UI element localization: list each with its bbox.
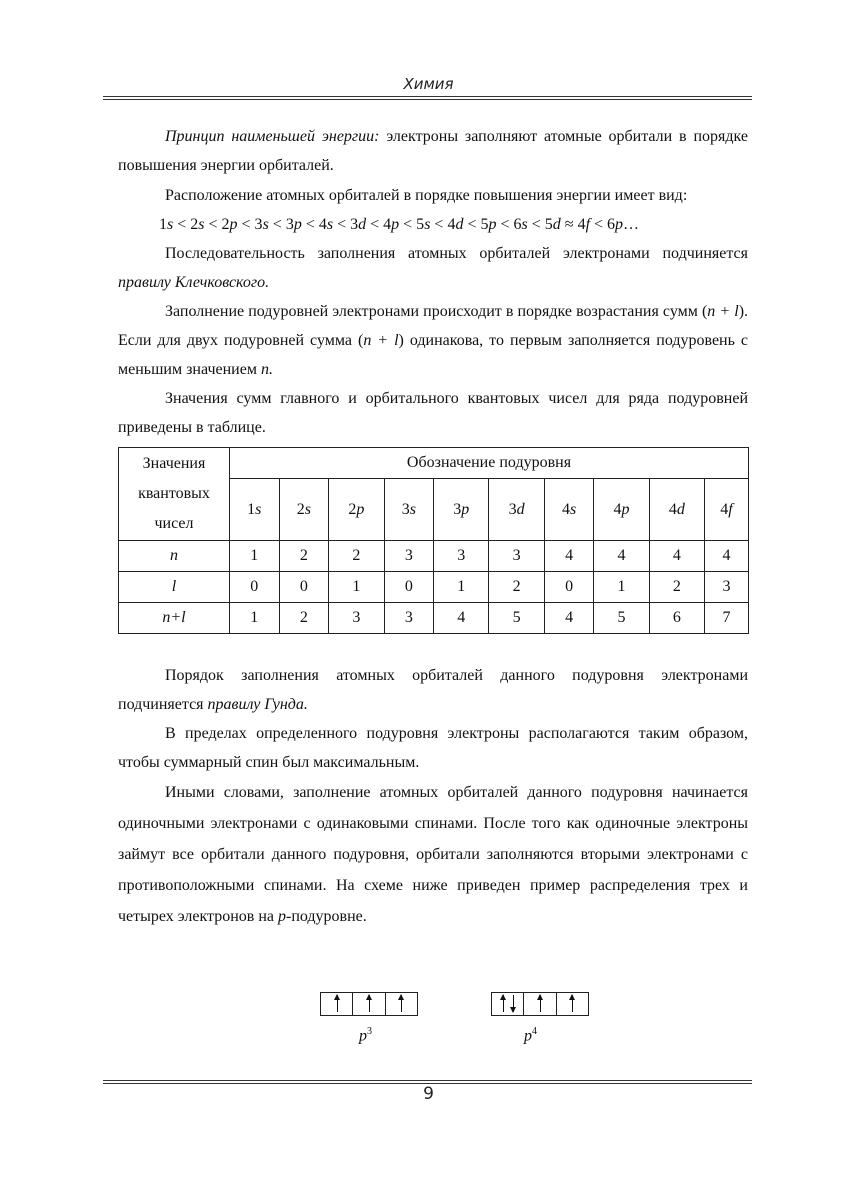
table-cell: 4 <box>594 541 649 572</box>
header-rule <box>103 96 752 97</box>
table-corner-label: Значения квантовых чисел <box>119 448 230 541</box>
paragraph-8-p: p <box>277 908 286 925</box>
spin-up-arrow-icon <box>401 995 402 1012</box>
sublevel-letter: f <box>728 500 733 518</box>
table-cell: 1 <box>594 572 649 603</box>
paragraph-3-text: Последовательность заполнения атомных орбиталей электронами подчиняется <box>165 245 748 262</box>
orbital-box-p3 <box>320 992 418 1016</box>
page-body <box>118 122 748 932</box>
orbital-box-p4 <box>491 992 589 1016</box>
table-cell: 2 <box>279 603 329 634</box>
label-p3-sup: 3 <box>367 1026 372 1037</box>
table-cell: 1 <box>230 541 280 572</box>
paragraph-8 <box>118 777 748 932</box>
table-group-header: Обозначение подуровня <box>230 448 749 479</box>
paragraph-7: В пределах определенного подуровня электроны располагаются таким образом, чтобы суммарный спин был максимальным. <box>118 725 748 771</box>
paragraph-5: Значения сумм главного и орбитального квантовых чисел для ряда подуровней приведены в таблице. <box>118 390 748 436</box>
table-cell: 0 <box>279 572 329 603</box>
table-cell: 1 <box>434 572 489 603</box>
paragraph-2: Расположение атомных орбиталей в порядке повышения энергии имеет вид: <box>165 187 688 204</box>
sublevel-header-cell <box>329 479 384 541</box>
sublevel-header-cell <box>230 479 280 541</box>
page-number: 9 <box>423 1084 434 1104</box>
paragraph-1-text: электроны заполняют атомные орбитали в порядке повышения энергии орбиталей. <box>118 128 748 174</box>
table-cell: 4 <box>434 603 489 634</box>
spin-up-arrow-icon <box>369 995 370 1012</box>
table-cell: 2 <box>279 541 329 572</box>
table-cell: 3 <box>384 603 434 634</box>
footer-rule <box>103 1080 752 1081</box>
row-label: n <box>119 541 230 572</box>
table-cell: 3 <box>489 541 544 572</box>
table-cell: 7 <box>705 603 749 634</box>
sublevel-number: 2 <box>348 500 357 518</box>
table-cell: 4 <box>544 603 594 634</box>
table-cell: 3 <box>434 541 489 572</box>
header-rule-2 <box>103 99 752 100</box>
sublevel-number: 4 <box>668 500 677 518</box>
table-cell: 3 <box>705 572 749 603</box>
label-p4 <box>524 1026 537 1045</box>
sublevel-number: 4 <box>561 500 570 518</box>
orbital-cell <box>492 993 524 1015</box>
spin-up-arrow-icon <box>503 995 504 1012</box>
table-cell: 4 <box>544 541 594 572</box>
sublevel-header-cell <box>489 479 544 541</box>
sublevel-header-cell <box>705 479 749 541</box>
paragraph-8-text: Иными словами, заполнение атомных орбиталей данного подуровня начинается одиночными электронами с одинаковыми спинами. После того как одиночные электроны займут все орбитали данного подуровня, орбитали заполняются вторыми электронами с противоположными спинами. На схеме ниже приведен пример распределения трех и четырех электронов на <box>118 784 748 925</box>
sublevel-number: 1 <box>247 500 256 518</box>
table-cell: 0 <box>544 572 594 603</box>
label-p3 <box>359 1026 372 1045</box>
sublevel-number: 2 <box>296 500 305 518</box>
sublevel-letter: s <box>304 500 311 518</box>
p4-b: n + l <box>707 303 739 320</box>
sublevel-letter: d <box>676 500 685 518</box>
table-cell: 0 <box>384 572 434 603</box>
sublevel-letter: p <box>461 500 470 518</box>
table-row <box>119 572 749 603</box>
sublevel-number: 4 <box>613 500 622 518</box>
table-cell: 5 <box>594 603 649 634</box>
sublevel-number: 3 <box>453 500 462 518</box>
term-klechkovsky: правилу Клечковского. <box>118 274 270 291</box>
paragraph-6-text: Порядок заполнения атомных орбиталей данного подуровня электронами подчиняется <box>118 667 748 713</box>
orbital-cell <box>557 993 588 1015</box>
label-p4-letter: p <box>524 1027 532 1045</box>
table-row <box>119 603 749 634</box>
orbital-cell <box>386 993 417 1015</box>
p4-d: n + l <box>363 332 399 349</box>
sublevel-header-cell <box>649 479 704 541</box>
sublevel-letter: p <box>356 500 365 518</box>
sublevel-number: 4 <box>720 500 729 518</box>
quantum-numbers-table <box>118 447 749 634</box>
hund-rule-diagram <box>0 992 857 1052</box>
table-cell: 1 <box>329 572 384 603</box>
sublevel-header-cell <box>434 479 489 541</box>
p4-c: ). Если для двух подуровней сумма ( <box>118 303 749 349</box>
term-least-energy: Принцип наименьшей энергии: <box>165 128 380 145</box>
sublevel-letter: s <box>569 500 577 518</box>
spin-down-arrow-icon <box>513 995 514 1012</box>
table-cell: 2 <box>329 541 384 572</box>
table-row <box>119 541 749 572</box>
table-cell: 5 <box>489 603 544 634</box>
table-cell: 3 <box>384 541 434 572</box>
sublevel-letter: p <box>621 500 630 518</box>
table-cell: 2 <box>649 572 704 603</box>
label-p4-sup: 4 <box>532 1026 537 1037</box>
sublevel-number: 3 <box>401 500 410 518</box>
sublevel-header-cell <box>384 479 434 541</box>
table-cell: 2 <box>489 572 544 603</box>
paragraph-1 <box>118 122 748 180</box>
paragraph-8-end: -подуровне. <box>285 908 367 925</box>
sublevel-header-cell <box>594 479 649 541</box>
paragraph-4 <box>118 297 748 384</box>
running-header: Химия <box>403 75 454 93</box>
label-p3-letter: p <box>359 1027 367 1045</box>
table-cell: 6 <box>649 603 704 634</box>
row-label: l <box>119 572 230 603</box>
table-cell: 4 <box>705 541 749 572</box>
orbital-energy-formula: 1s < 2s < 2p < 3s < 3p < 4s < 3d < 4p < 5s < 4d < 5p < 6s < 5d ≈ 4f < 6p… <box>159 216 640 233</box>
table-header-row <box>119 448 749 479</box>
paragraph-6 <box>118 661 748 719</box>
table-cell: 3 <box>329 603 384 634</box>
table-cell: 4 <box>649 541 704 572</box>
term-hund: правилу Гунда. <box>207 696 308 713</box>
orbital-cell <box>321 993 353 1015</box>
sublevel-letter: d <box>516 500 525 518</box>
sublevel-letter: s <box>409 500 416 518</box>
p4-f: n. <box>260 361 273 378</box>
orbital-cell <box>524 993 556 1015</box>
spin-up-arrow-icon <box>540 995 541 1012</box>
table-cell: 1 <box>230 603 280 634</box>
paragraph-3 <box>118 239 748 297</box>
spin-up-arrow-icon <box>337 995 338 1012</box>
p4-a: Заполнение подуровней электронами происходит в порядке возрастания сумм ( <box>165 303 708 320</box>
orbital-cell <box>353 993 385 1015</box>
spin-up-arrow-icon <box>572 995 573 1012</box>
sublevel-letter: s <box>255 500 262 518</box>
sublevel-header-cell <box>544 479 594 541</box>
table-cell: 0 <box>230 572 280 603</box>
sublevel-header-cell <box>279 479 329 541</box>
p4-e: ) одинакова, то первым заполняется подуровень с меньшим значением <box>118 332 749 378</box>
row-label: n+l <box>119 603 230 634</box>
sublevel-number: 3 <box>508 500 517 518</box>
